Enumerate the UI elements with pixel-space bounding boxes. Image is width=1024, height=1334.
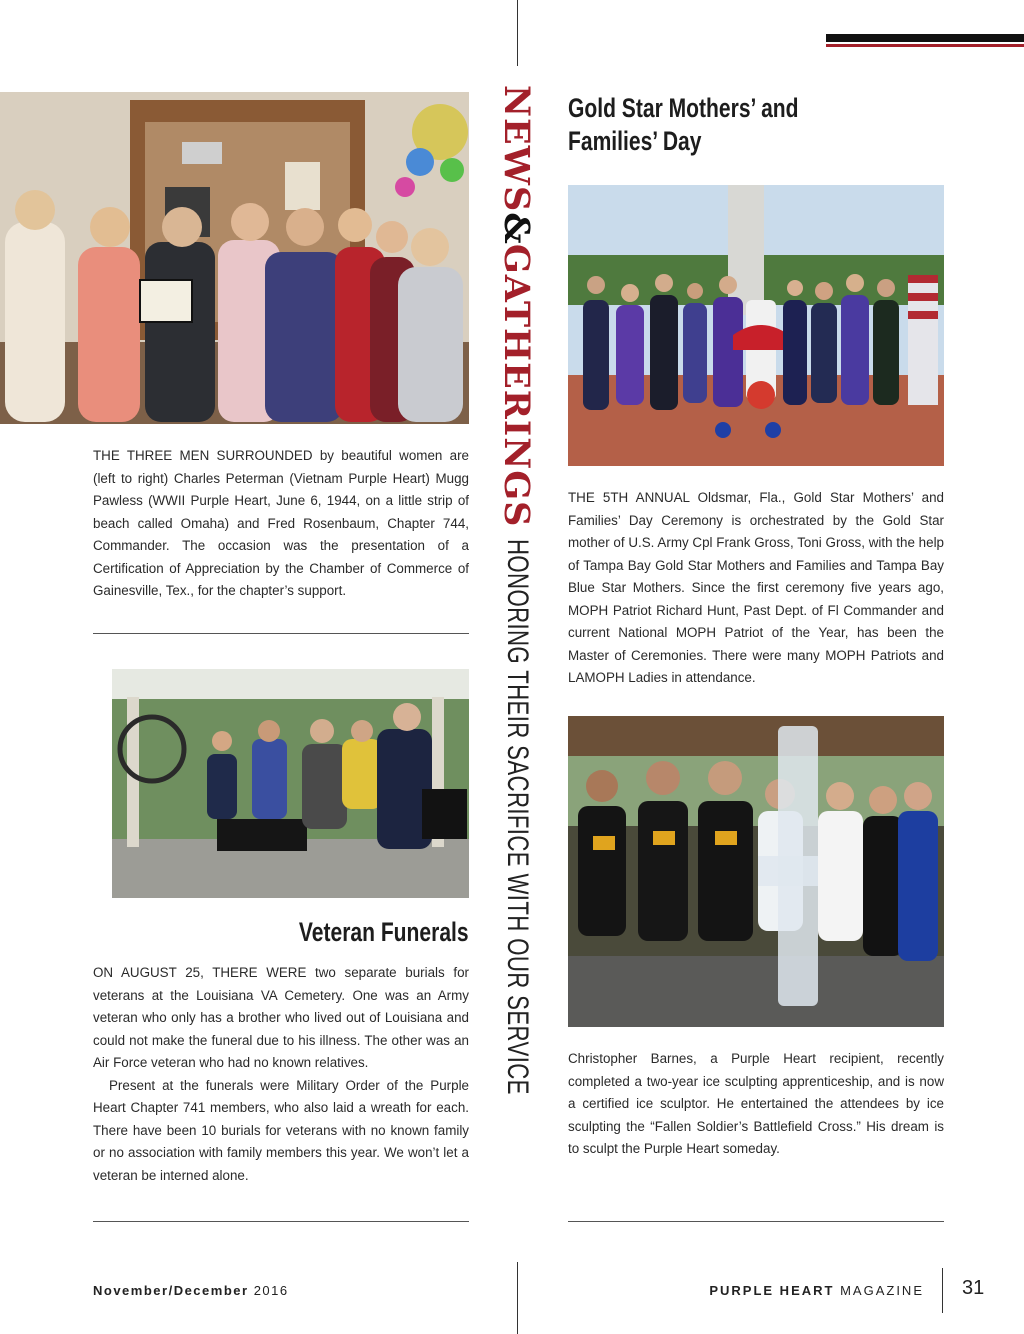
divider-left-bottom xyxy=(93,1221,469,1222)
footer-divider xyxy=(942,1268,943,1313)
veteran-funerals-para1: ON AUGUST 25, THERE WERE two separate burials for veterans at the Louisiana VA Cemetery. One was an Army veteran who only has a brother who lived out of Louisiana and could not make the funeral due to his illness. The other was an Air Force veteran who had no known relatives. xyxy=(93,965,469,1070)
page-number: 31 xyxy=(962,1277,985,1299)
section-title-ampersand: & xyxy=(496,212,538,244)
section-title-gatherings: GATHERINGS xyxy=(496,243,538,528)
veteran-funerals-para2: Present at the funerals were Military Order of the Purple Heart Chapter 741 members, who also laid a wreath for each. There have been 10 burials for veterans with no known family or no association with family members this year. We won’t let a veteran be interned alone. xyxy=(93,1077,469,1183)
footer-magazine-light: MAGAZINE xyxy=(840,1283,924,1298)
photo-ice-sculpture xyxy=(568,716,944,1027)
caption-certificate: THE THREE MEN SURROUNDED by beautiful women are (left to right) Charles Peterman (Vietnam Purple Heart) Mugg Pawless (WWII Purple Heart, June 6, 1944, on a little strip of beach called Omaha) and Fred Rosenbaum, Chapter 744, Commander. The occasion was the presentation of a Certification of Appreciation by the Chamber of Commerce of Gainesville, Tex., for the chapter’s support. xyxy=(93,448,469,598)
divider-right-bottom xyxy=(568,1221,944,1222)
footer-magazine-bold: PURPLE HEART xyxy=(709,1283,835,1298)
article-veteran-funerals xyxy=(93,962,469,1187)
footer-issue-date xyxy=(93,1283,289,1298)
headline-gold-star-line2: Families’ Day xyxy=(568,126,702,156)
headline-veteran-funerals: Veteran Funerals xyxy=(299,917,469,947)
section-spine xyxy=(493,85,541,1245)
photo-veteran-funeral xyxy=(112,669,469,898)
headline-gold-star xyxy=(568,92,799,158)
footer-magazine-name xyxy=(709,1283,924,1298)
spine-line-top xyxy=(517,0,518,66)
footer-issue-months: November/December xyxy=(93,1283,249,1298)
section-tagline: HONORING THEIR SACRIFICE WITH OUR SERVICE xyxy=(501,539,534,1096)
article-gold-star: THE 5TH ANNUAL Oldsmar, Fla., Gold Star Mothers’ and Families’ Day Ceremony is orchestrated by the Gold Star mother of U.S. Army Cpl Frank Gross, Toni Gross, with the help of Tampa Bay Gold Star Mothers and Families and Tampa Bay Blue Star Mothers. Since the first ceremony five years ago, MOPH Patriot Richard Hunt, Past Dept. of Fl Commander and current National MOPH Patriot of the Year, has been the Master of Ceremonies. There were many MOPH Patriots and LAMOPH Ladies in attendance. xyxy=(568,490,944,685)
section-title-news: NEWS xyxy=(496,85,538,213)
header-accent-bar xyxy=(826,34,1024,48)
footer-issue-year: 2016 xyxy=(253,1283,289,1298)
headline-gold-star-line1: Gold Star Mothers’ and xyxy=(568,93,799,123)
photo-gold-star-ceremony xyxy=(568,185,944,466)
spine-line-bottom xyxy=(517,1262,518,1334)
caption-ice-sculpture: Christopher Barnes, a Purple Heart recipient, recently completed a two-year ice sculpting apprenticeship, and is now a certified ice sculptor. He entertained the attendees by ice sculpting the “Fallen Soldier’s Battlefield Cross.” His dream is to sculpt the Purple Heart someday. xyxy=(568,1051,944,1156)
divider-left-top xyxy=(93,633,469,634)
photo-certificate-group xyxy=(0,92,469,424)
